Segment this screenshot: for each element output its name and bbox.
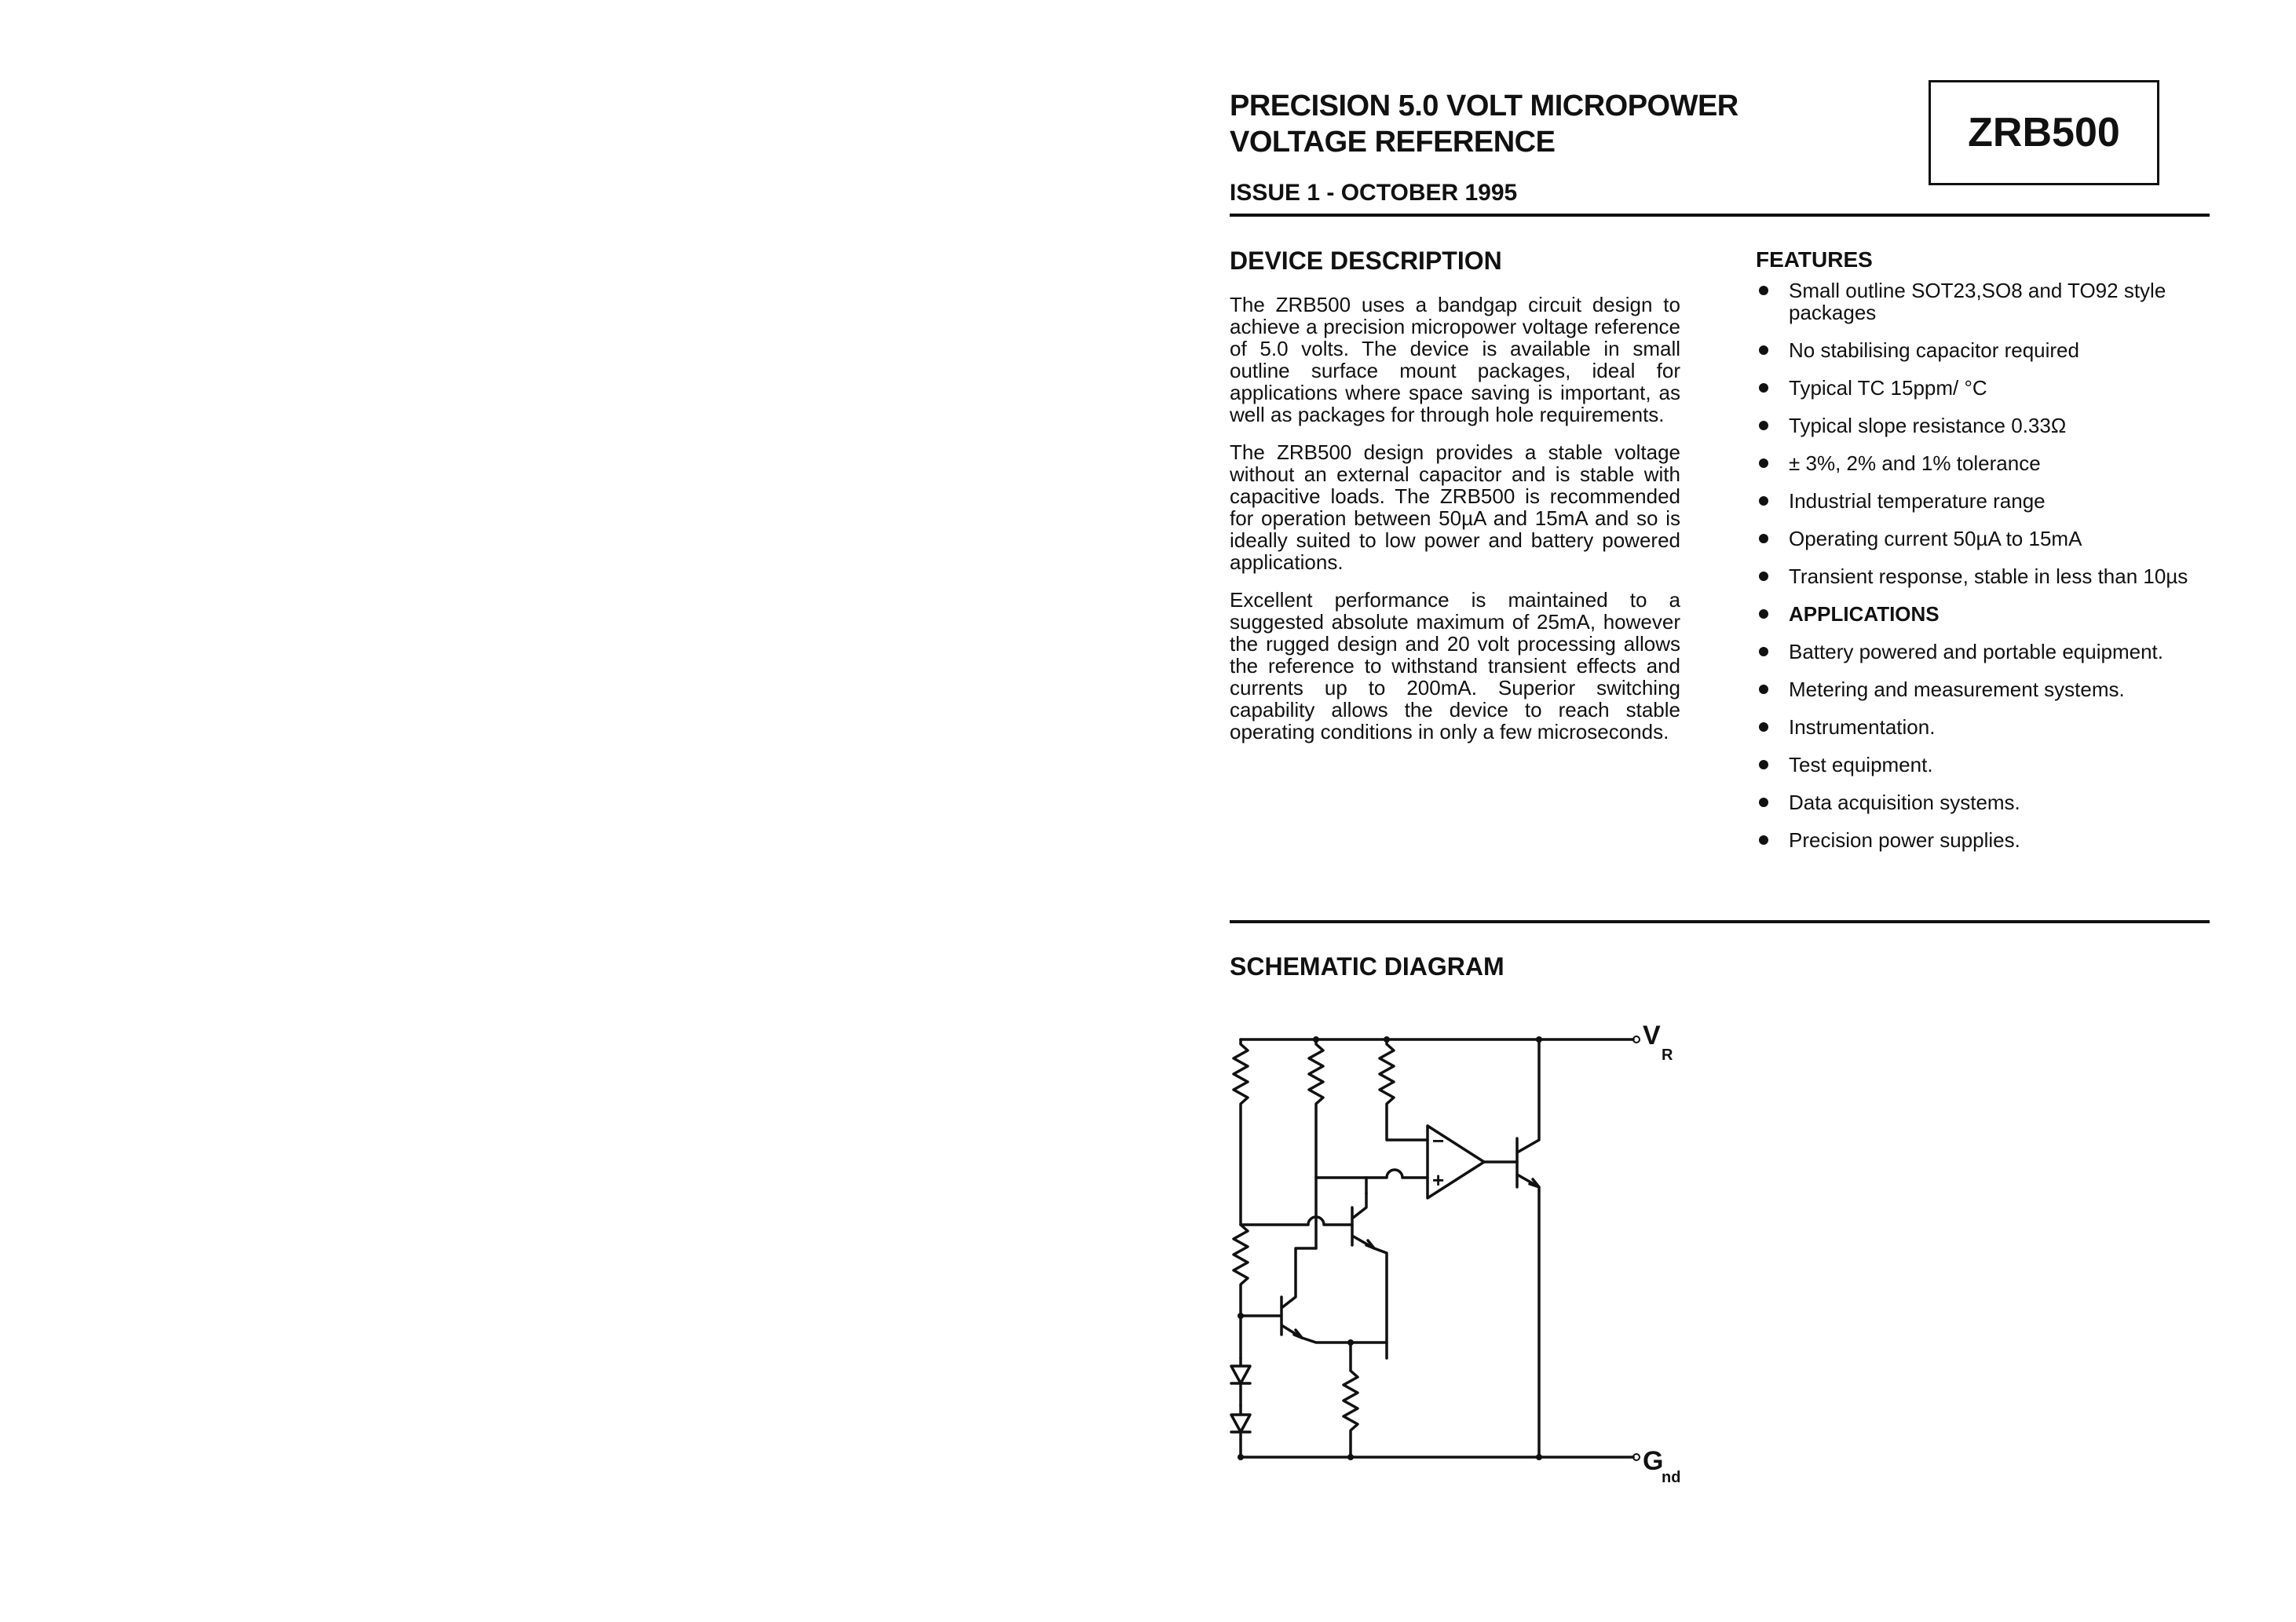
features-list <box>1756 279 2227 867</box>
feature-item: Transient response, stable in less than 10µs <box>1756 565 2227 587</box>
title-line-1: PRECISION 5.0 VOLT MICROPOWER <box>1230 90 1738 122</box>
gnd-label: G <box>1643 1446 1664 1476</box>
description-paragraph: The ZRB500 design provides a stable voltage without an external capacitor and is stable with capacitive loads. The ZRB500 is recommended for operation between 50µA and 15mA and so is ideally suited to low power and battery powered applications. <box>1230 440 1680 574</box>
part-number-box <box>1929 80 2159 185</box>
description-heading: DEVICE DESCRIPTION <box>1230 247 1502 275</box>
opamp-minus: − <box>1432 1129 1445 1153</box>
application-item: Data acquisition systems. <box>1756 791 2227 813</box>
q1-emitter-arrow <box>1294 1330 1302 1338</box>
diode-2 <box>1231 1405 1250 1457</box>
description-body <box>1230 294 1680 758</box>
left-resistor-chain <box>1234 1039 1248 1358</box>
part-number: ZRB500 <box>1968 110 2120 155</box>
gnd-subscript: nd <box>1662 1469 1681 1486</box>
transistor-q2 <box>1352 1193 1374 1248</box>
feature-item: ± 3%, 2% and 1% tolerance <box>1756 452 2227 474</box>
vr-subscript: R <box>1662 1047 1673 1064</box>
right-resistor-and-wire <box>1380 1039 1428 1140</box>
output-transistor <box>1517 1039 1539 1457</box>
application-item: Precision power supplies. <box>1756 829 2227 851</box>
section-rule <box>1230 920 2210 923</box>
transistor-q1 <box>1281 1248 1316 1338</box>
features-heading: FEATURES <box>1756 247 1873 272</box>
application-item: Instrumentation. <box>1756 716 2227 738</box>
feature-item: Industrial temperature range <box>1756 490 2227 512</box>
feature-item: Small outline SOT23,SO8 and TO92 style packages <box>1756 279 2227 323</box>
feature-item: Operating current 50µA to 15mA <box>1756 528 2227 550</box>
middle-resistor-and-wire <box>1309 1039 1428 1178</box>
issue-date: ISSUE 1 - OCTOBER 1995 <box>1230 180 1518 206</box>
schematic-diagram <box>1209 1013 1712 1500</box>
description-paragraph: Excellent performance is maintained to a suggested absolute maximum of 25mA, however the rugged design and 20 volt processing allows the reference to withstand transient effects and currents up to 200mA. Superior switching capability allows the device to reach stable operating conditions in only a few microseconds. <box>1230 588 1680 743</box>
document-title <box>1230 88 1738 160</box>
application-item: Test equipment. <box>1756 754 2227 776</box>
q1-emitter-wire <box>1302 1338 1387 1343</box>
applications-heading: APPLICATIONS <box>1756 603 2227 625</box>
feature-item: Typical slope resistance 0.33Ω <box>1756 415 2227 437</box>
application-item: Metering and measurement systems. <box>1756 678 2227 700</box>
diode-1 <box>1231 1358 1250 1405</box>
q2-emitter-arrow <box>1366 1240 1374 1248</box>
feature-item: No stabilising capacitor required <box>1756 339 2227 361</box>
feature-item: Typical TC 15ppm/ °C <box>1756 377 2227 399</box>
output-transistor-arrow <box>1530 1179 1539 1187</box>
schematic-heading: SCHEMATIC DIAGRAM <box>1230 952 1504 981</box>
description-paragraph: The ZRB500 uses a bandgap circuit design to achieve a precision micropower voltage reference of 5.0 volts. The device is available in small outline surface mount packages, ideal for applications where space saving is important, as well as packages for through hole requirements. <box>1230 293 1680 426</box>
application-item: Battery powered and portable equipment. <box>1756 641 2227 663</box>
bottom-resistor <box>1344 1343 1358 1457</box>
vr-label: V <box>1643 1021 1661 1050</box>
node-wire-a <box>1241 1217 1352 1225</box>
opamp-plus: + <box>1432 1168 1445 1192</box>
title-line-2: VOLTAGE REFERENCE <box>1230 126 1556 159</box>
header-rule <box>1230 214 2210 217</box>
